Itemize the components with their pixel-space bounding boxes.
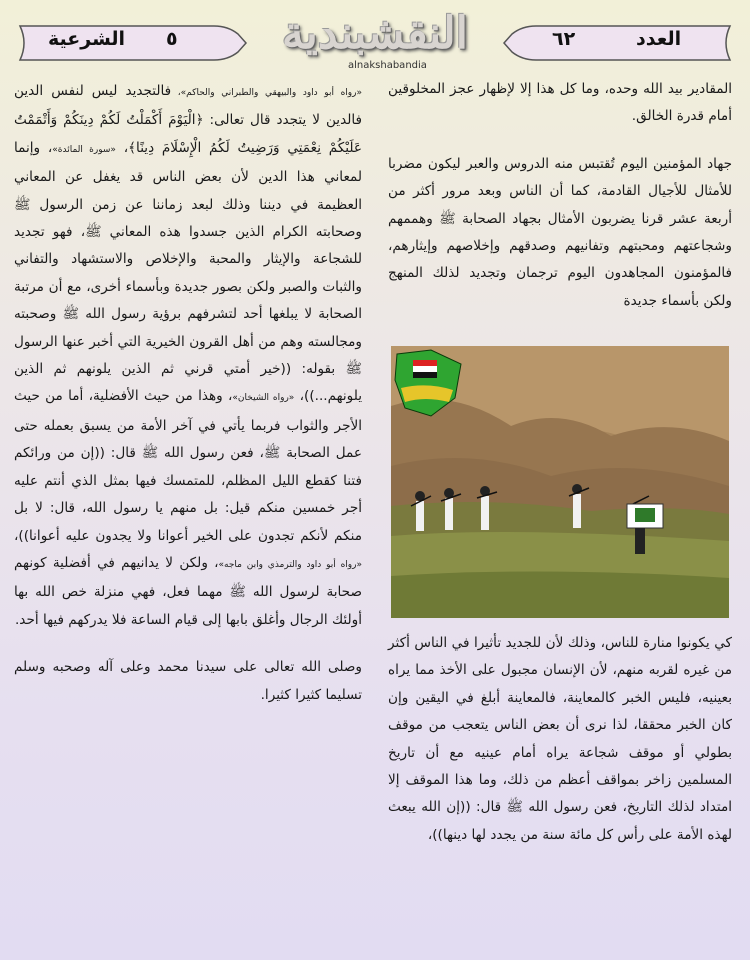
issue-banner [500, 22, 736, 64]
issue-label: العدد [636, 28, 682, 50]
text-run: ، وهذا من حيث الأفضلية، أما من حيث الأجر والثواب فربما يأتي في آخر الأمة من يسبق بعمله حتى عمل الصحابة ﷺ، فعن رسول الله ﷺ قال: ((إن من ورائكم فتنا كقطع الليل المظلم، للمتمسك فيها بمثل الذي أنتم عليه أجر خمسين منكم قيل: بل منهم يا رسول الله، قال: لا بل منكم لأنكم تجدون على الخير أعوانا ولا يجدون عليه أعوانا))، [14, 388, 362, 544]
article-photo [391, 346, 729, 618]
page-number: ٥ [166, 28, 178, 50]
text-run: جهاد المؤمنين اليوم تُقتبس منه الدروس والعبر ليكون مضربا للأمثال للأجيال القادمة، كما أن الناس وبعد مرور أكثر من أربعة عشر قرنا يضربون الأمثال بجهاد الصحابة ﷺ وهممهم وشجاعتهم ومحبتهم وتفانيهم وصدقهم وإخلاصهم وإيثارهم، فالمؤمنون المجاهدون اليوم ترجمان وتجديد لذلك المنهج ولكن بأسماء جديدة [388, 155, 732, 309]
left-column [14, 78, 362, 709]
text-run: ، وإنما لمعاني هذا الدين لأن بعض الناس قد يغفل عن المعاني العظيمة في ديننا وذلك لبعد زماننا عن زمن الرسول ﷺ وصحابته الكرام الذين جسدوا هذه المعاني ﷺ، فهو تجديد للشجاعة والإيثار والمحبة والإخلاص والاستشهاد والتفاني والثبات والصبر ولكن بصور جديدة وبأسماء أخرى، مع أن مرتبة الصحابة لا يبلغها أحد لتشرفهم برؤية رسول الله ﷺ وصحبته ومجالسته وهم من أهل القرون الخيرية التي أخبر عنها الرسول ﷺ بقوله: ((خير أمتي قرني ثم الذين يلونهم ثم الذين يلونهم...))، [14, 139, 362, 405]
paragraph [14, 78, 362, 634]
logo-subtitle: alnakshabandia [348, 60, 427, 71]
citation: «رواه الشيخان» [232, 393, 295, 404]
citation: «سورة المائدة» [52, 144, 116, 155]
paragraph [388, 151, 732, 315]
fighters-photo [391, 346, 729, 618]
text-run: ، ولكن لا يدانيهم في أفضلية كونهم صحابة لرسول الله ﷺ مهما فعل، فهي منزلة خص الله بها أولئك الرجال وأغلق بابها إلى قيام الساعة فلا يدركهم فيها أحد. [14, 554, 362, 628]
text-run: المقادير بيد الله وحده، وما كل هذا إلا لإظهار عجز المخلوقين أمام قدرة الخالق. [388, 81, 732, 125]
banner-shape [500, 22, 736, 64]
magazine-logo [262, 8, 488, 72]
text-run: وصلى الله تعالى على سيدنا محمد وعلى آله وصحبه وسلم تسليما كثيرا كثيرا. [14, 659, 362, 703]
page-header [0, 0, 750, 72]
issue-number: ٦٢ [552, 28, 576, 50]
paragraph [14, 654, 362, 709]
right-column-bottom [388, 630, 732, 849]
text-run: فالتجديد ليس لنفس الدين فالدين لا يتجدد قال تعالى: ﴿الْيَوْمَ أَكْمَلْتُ لَكُمْ دِينَكُمْ وَأَتْمَمْتُ عَلَيْكُمْ نِعْمَتِي وَرَضِيتُ لَكُمُ الْإِسْلَامَ دِينًا﴾، [14, 83, 362, 156]
section-label: الشرعية [48, 28, 126, 50]
logo-text: النقشبندية [282, 8, 468, 59]
section-banner [14, 22, 250, 64]
right-column-top [388, 76, 732, 315]
text-run: كي يكونوا منارة للناس، وذلك لأن للجديد تأثيرا في الناس أكثر من غيره لقربه منهم، لأن الإنسان مجبول على الأخذ مما يراه بعينيه، فليس الخبر كالمعاينة، فالمعاينة أبلغ في اليقين وإن كان الخبر محققا، لذا نرى أن بعض الناس يتعجب من موقف بطولي أو موقف شجاعة يراه أمام عينيه مع أن تاريخ المسلمين زاخر بمواقف أعظم من ذلك، وما هذا الموقف إلا امتداد لذلك التاريخ، فعن رسول الله ﷺ قال: ((إن الله يبعث لهذه الأمة على رأس كل مائة سنة من يجدد لها دينها))، [388, 635, 732, 843]
paragraph [388, 630, 732, 849]
citation: «رواه أبو داود والبيهقي والطبراني والحاكم»، [171, 88, 362, 98]
citation: «رواه أبو داود والترمذي وابن ماجه» [218, 559, 362, 570]
paragraph [388, 76, 732, 131]
